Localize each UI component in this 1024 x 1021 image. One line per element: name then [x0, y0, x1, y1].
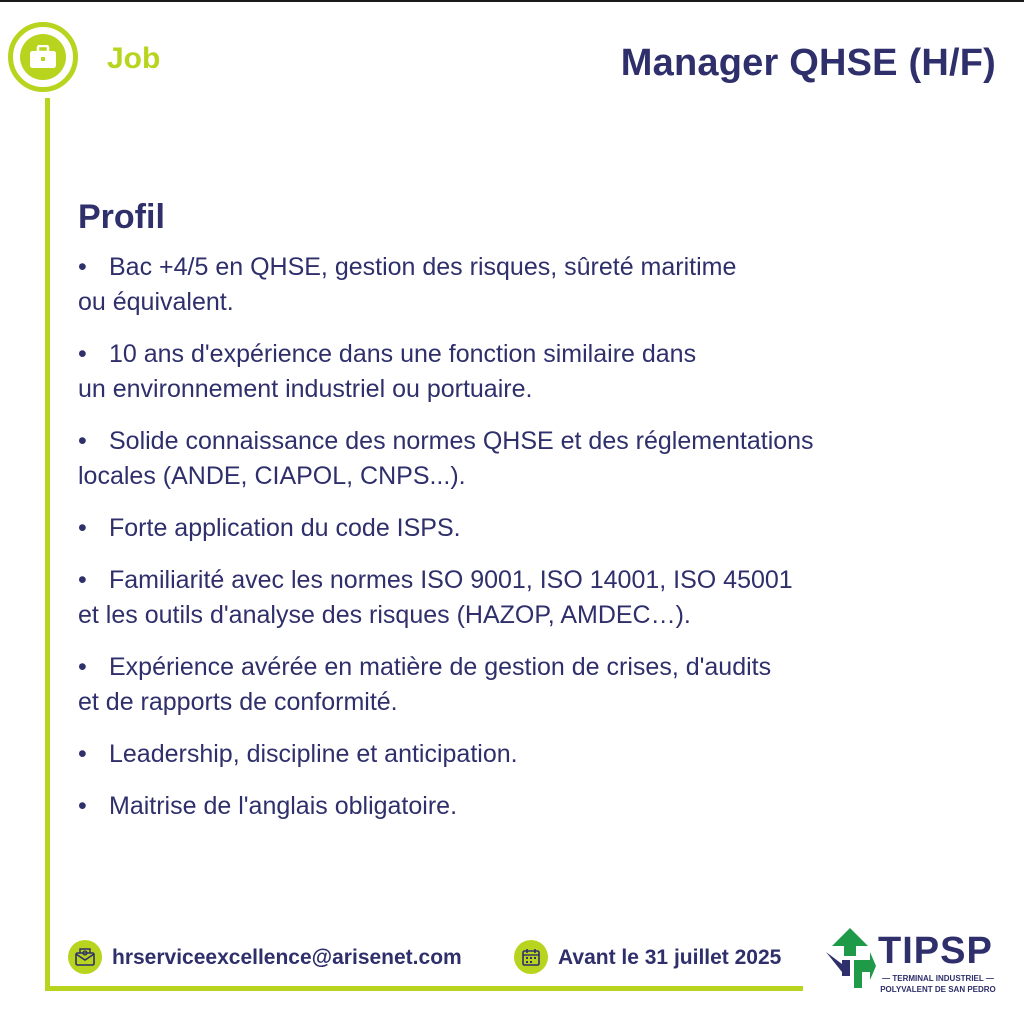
- list-item: • Leadership, discipline et anticipation.: [78, 740, 518, 768]
- deadline-text: Avant le 31 juillet 2025: [558, 945, 782, 969]
- logo-name: TIPSP: [878, 930, 993, 972]
- job-label: Job: [107, 42, 161, 75]
- list-item: • Expérience avérée en matière de gestion de crises, d'audits et de rapports de conformité.: [78, 653, 772, 716]
- item-line2: locales (ANDE, CIAPOL, CNPS...).: [78, 462, 466, 490]
- mail-icon: [68, 940, 102, 974]
- item-line2: un environnement industriel ou portuaire.: [78, 375, 533, 403]
- item-line1: Forte application du code ISPS.: [109, 514, 461, 542]
- calendar-icon: [514, 940, 548, 974]
- list-item: • Maitrise de l'anglais obligatoire.: [78, 792, 458, 820]
- top-border: [0, 0, 1024, 2]
- job-title: Manager QHSE (H/F): [620, 42, 996, 84]
- item-line1: Solide connaissance des normes QHSE et des réglementations: [109, 427, 814, 455]
- tipsp-logo: [824, 922, 1004, 1002]
- list-item: • Familiarité avec les normes ISO 9001, ISO 14001, ISO 45001 et les outils d'analyse des risques (HAZOP, AMDEC…).: [78, 566, 793, 629]
- item-line1: 10 ans d'expérience dans une fonction similaire dans: [109, 340, 697, 368]
- job-badge: [8, 22, 78, 92]
- list-item: • Solide connaissance des normes QHSE et des réglementations locales (ANDE, CIAPOL, CNPS...).: [78, 427, 814, 490]
- contact-email: [68, 940, 462, 974]
- item-line1: Maitrise de l'anglais obligatoire.: [109, 792, 458, 820]
- logo-mark-icon: [824, 926, 876, 990]
- logo-subtitle-1: — TERMINAL INDUSTRIEL —: [882, 974, 994, 983]
- profile-heading: Profil: [78, 198, 165, 236]
- list-item: • 10 ans d'expérience dans une fonction similaire dans un environnement industriel ou portuaire.: [78, 340, 697, 403]
- item-line2: ou équivalent.: [78, 288, 234, 316]
- email-link[interactable]: hrserviceexcellence@arisenet.com: [112, 945, 462, 969]
- application-deadline: [514, 940, 781, 974]
- logo-subtitle-2: POLYVALENT DE SAN PEDRO: [880, 985, 996, 994]
- timeline-vertical-line: [45, 98, 50, 991]
- item-line1: Familiarité avec les normes ISO 9001, ISO 14001, ISO 45001: [109, 566, 793, 594]
- item-line1: Expérience avérée en matière de gestion de crises, d'audits: [109, 653, 772, 681]
- item-line1: Leadership, discipline et anticipation.: [109, 740, 518, 768]
- item-line1: Bac +4/5 en QHSE, gestion des risques, sûreté maritime: [109, 253, 737, 281]
- list-item: • Forte application du code ISPS.: [78, 514, 461, 542]
- timeline-horizontal-line: [45, 986, 803, 991]
- item-line2: et de rapports de conformité.: [78, 688, 398, 716]
- item-line2: et les outils d'analyse des risques (HAZOP, AMDEC…).: [78, 601, 691, 629]
- list-item: • Bac +4/5 en QHSE, gestion des risques, sûreté maritime ou équivalent.: [78, 253, 737, 316]
- briefcase-icon: [20, 34, 66, 80]
- profile-list: [78, 250, 978, 841]
